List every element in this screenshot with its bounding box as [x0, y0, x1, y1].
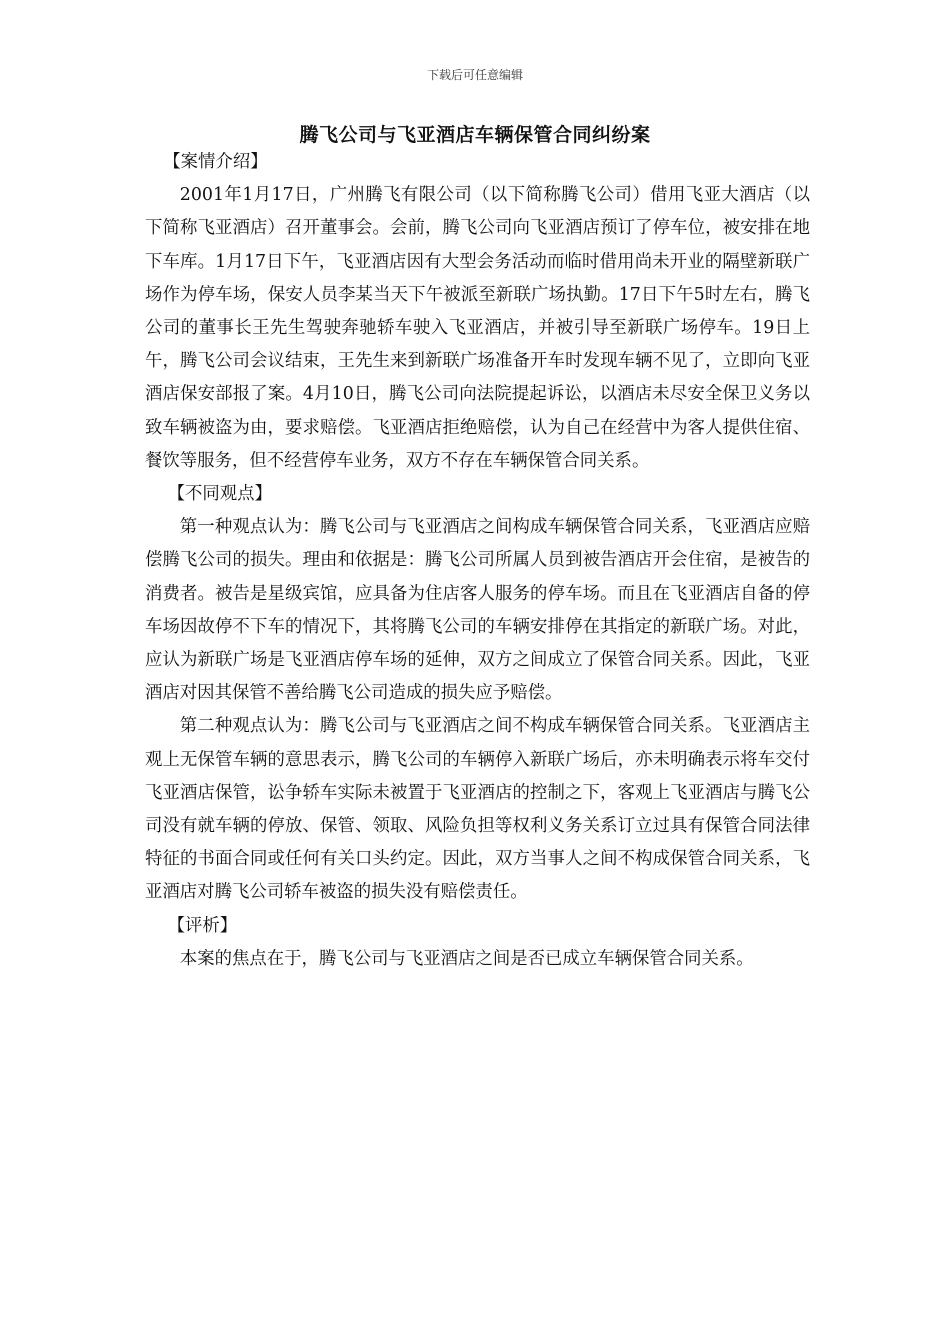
header-note: 下载后可任意编辑	[426, 68, 523, 82]
views-heading: 【不同观点】	[167, 484, 272, 505]
case-intro-paragraph: 2001年1月17日，广州腾飞有限公司（以下简称腾飞公司）借用飞亚大酒店（以下简称飞亚酒店）召开董事会。会前，腾飞公司向飞亚酒店预订了停车位，被安排在地下车库。1月17日下午，飞亚酒店因有大型会务活动而临时借用尚未开业的隔壁新联广场作为停车场，保安人员李某当天下午被派至新联广场执勤。17日下午5时左右，腾飞公司的董事长王先生驾驶奔驰轿车驶入飞亚酒店，并被引导至新联广场停车。19日上午，腾飞公司会议结束，王先生来到新联广场准备开车时发现车辆不见了，立即向飞亚酒店保安部报了案。4月10日，腾飞公司向法院提起诉讼，以酒店未尽安全保卫义务以致车辆被盗为由，要求赔偿。飞亚酒店拒绝赔偿，认为自己在经营中为客人提供住宿、餐饮等服务，但不经营停车业务，双方不存在车辆保管合同关系。	[145, 185, 810, 471]
analysis-heading: 【评析】	[167, 915, 238, 936]
view-two-paragraph: 第二种观点认为：腾飞公司与飞亚酒店之间不构成车辆保管合同关系。飞亚酒店主观上无保管车辆的意思表示，腾飞公司的车辆停入新联广场后，亦未明确表示将车交付飞亚酒店保管，讼争轿车实际未被置于飞亚酒店的控制之下，客观上飞亚酒店与腾飞公司没有就车辆的停放、保管、领取、风险负担等权利义务关系订立过具有保管合同法律特征的书面合同或任何有关口头约定。因此，双方当事人之间不构成保管合同关系，飞亚酒店对腾飞公司轿车被盗的损失没有赔偿责任。	[145, 716, 810, 903]
view-one-paragraph: 第一种观点认为：腾飞公司与飞亚酒店之间构成车辆保管合同关系，飞亚酒店应赔偿腾飞公司的损失。理由和依据是：腾飞公司所属人员到被告酒店开会住宿，是被告的消费者。被告是星级宾馆，应具备为住店客人服务的停车场。而且在飞亚酒店自备的停车场因故停不下车的情况下，其将腾飞公司的车辆安排停在其指定的新联广场。对此，应认为新联广场是飞亚酒店停车场的延伸，双方之间成立了保管合同关系。因此，飞亚酒店对因其保管不善给腾飞公司造成的损失应予赔偿。	[145, 517, 810, 704]
case-intro-heading: 【案情介绍】	[163, 152, 268, 172]
analysis-paragraph: 本案的焦点在于，腾飞公司与飞亚酒店之间是否已成立车辆保管合同关系。	[179, 948, 754, 969]
document-body	[145, 146, 810, 976]
document-title: 腾飞公司与飞亚酒店车辆保管合同纠纷案	[299, 124, 651, 146]
